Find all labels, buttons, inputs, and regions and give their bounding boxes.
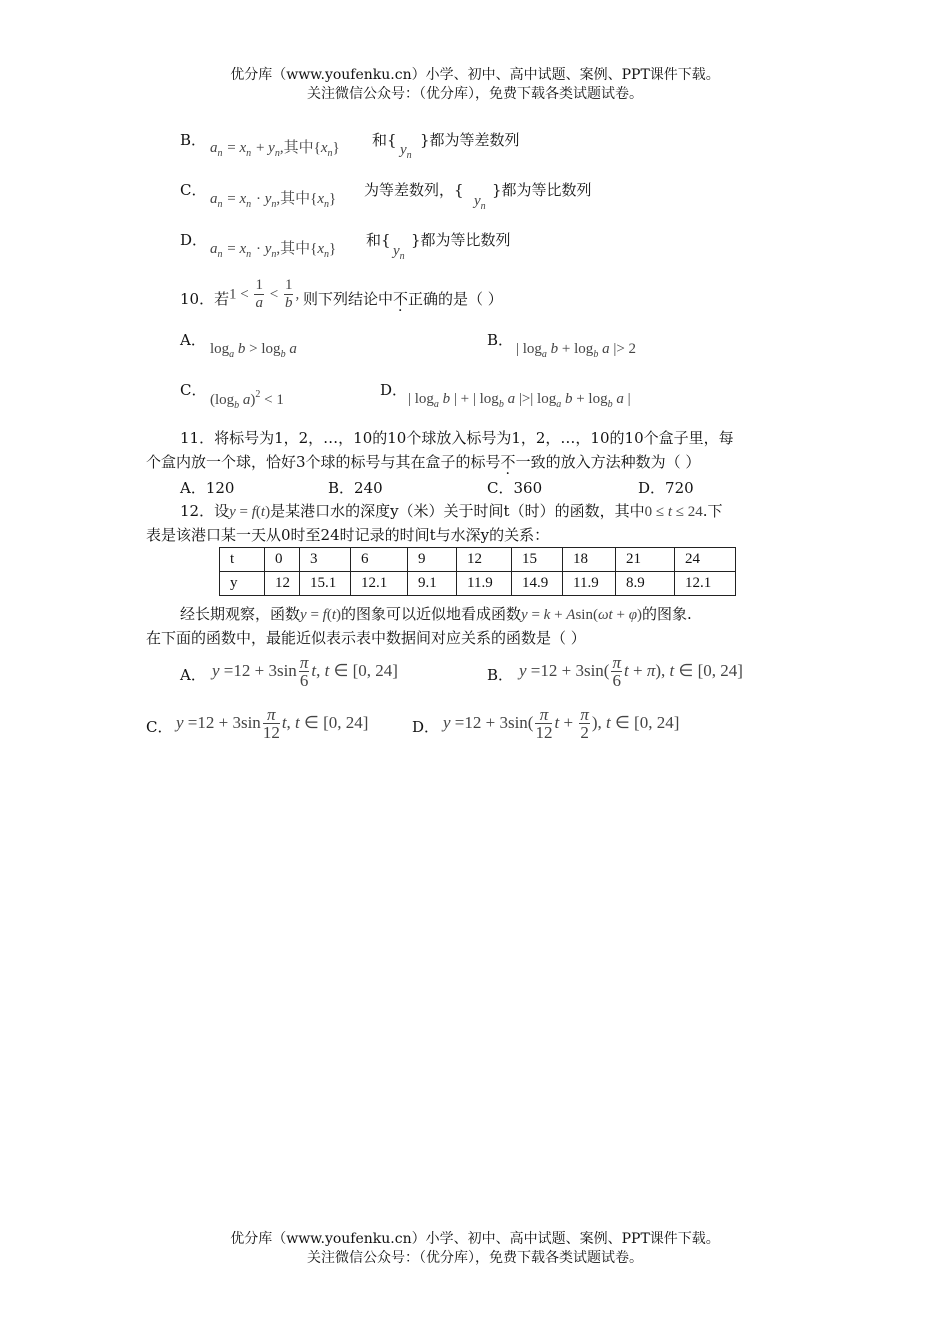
q11-line-2-dotted: 不	[500, 453, 516, 471]
q10-option-c-label: C．	[180, 381, 207, 399]
table-header-t: t	[220, 548, 265, 572]
q12-observation: 经长期观察，函数y = f(t)的图象可以近似地看成函数y = k + Asin(ωt + φ)的图象.	[180, 605, 692, 623]
q11-option-c: C．360	[487, 479, 543, 497]
header-line-2: 关注微信公众号：（优分库），免费下载各类试题试卷。	[307, 86, 643, 102]
q11-option-a: A．120	[180, 479, 235, 497]
table-cell: 12	[265, 572, 300, 596]
q10-stem-b: 正确的是（ ）	[408, 290, 503, 308]
q12-observation-c: 的图象.	[642, 605, 692, 623]
q12-observation-a: 经长期观察，函数	[180, 605, 301, 623]
q10-option-b-label: B．	[487, 331, 514, 349]
q11-line-2-b: 一致的放入方法种数为（ ）	[515, 453, 701, 471]
q10-option-c-formula: ($\log_b$ a)$^2$ < 1	[210, 389, 284, 411]
q9-option-d-yn: $y_n$	[393, 243, 405, 262]
q9-d-mid-text: 其中	[280, 241, 311, 257]
q11-line-1: 11．将标号为1，2，…，10的10个球放入标号为1，2，…，10的10个盒子里，每	[180, 429, 734, 447]
q12-option-a-formula: y =12 + 3sin $\frac{\pi}{6}$ t, t ∈ [0, 24]	[212, 653, 398, 690]
table-cell: 12.1	[351, 572, 408, 596]
q12-line-1-c: .下	[702, 502, 723, 520]
q9-option-b-end: }都为等差数列	[420, 131, 520, 149]
q9-c-mid-text: 其中	[280, 191, 311, 207]
table-cell: 14.9	[512, 572, 563, 596]
q12-option-c-formula: y =12 + 3sin $\frac{\pi}{12}$ t, t ∈ [0, 24]	[176, 705, 369, 742]
q9-option-d-end: }都为等比数列	[411, 231, 511, 249]
q10-prefix: 10．若	[180, 290, 230, 308]
footer-line-2: 关注微信公众号：（优分库），免费下载各类试题试卷。	[307, 1250, 643, 1266]
table-cell: 12.1	[675, 572, 736, 596]
table-cell: 8.9	[616, 572, 675, 596]
q9-option-c-formula: $a_n = x_n \cdot y_n$,其中$\{x_n\}$	[210, 191, 337, 210]
q9-option-c-end: }都为等比数列	[492, 181, 592, 199]
depth-table	[219, 547, 736, 596]
table-row-y	[220, 572, 736, 596]
q11-option-d: D．720	[638, 479, 694, 497]
q10-stem-a: 则下列结论中	[303, 290, 394, 308]
table-cell: 24	[675, 548, 736, 572]
q10-stem-dotted: 不	[393, 290, 409, 308]
table-cell: 11.9	[457, 572, 512, 596]
footer-line-1: 优分库（www.youfenku.cn）小学、初中、高中试题、案例、PPT课件下载。	[230, 1231, 720, 1247]
q11-line-2	[146, 451, 700, 472]
table-cell: 18	[563, 548, 616, 572]
table-cell: 21	[616, 548, 675, 572]
q12-option-c-label: C．	[146, 718, 173, 736]
q9-option-c-suffix: 为等差数列，{	[364, 181, 464, 199]
q9-option-b-formula: $a_n = x_n + y_n$,其中$\{x_n\}$	[210, 140, 340, 159]
q10-option-b-formula: | $\log_a b + \log_b a$ |> 2	[516, 341, 637, 360]
table-cell: 15.1	[300, 572, 351, 596]
q9-option-b-suffix: 和{	[372, 131, 397, 149]
q10-option-d-label: D．	[380, 381, 408, 399]
q12-option-d-formula: y =12 + 3sin( $\frac{\pi}{12}$ t + $\frac{\pi}{2}$ ), t ∈ [0, 24]	[443, 705, 680, 742]
table-cell: 0	[265, 548, 300, 572]
table-header-y: y	[220, 572, 265, 596]
q10-option-a-label: A．	[180, 331, 206, 349]
table-cell: 12	[457, 548, 512, 572]
q9-option-c-yn: $y_n$	[474, 193, 486, 212]
q12-option-b-formula: y =12 + 3sin( $\frac{\pi}{6}$ t + π), t ∈ [0, 24]	[519, 653, 743, 690]
q12-option-a-label: A．	[180, 666, 206, 684]
q10-option-a-formula: $\log_a b > \log_b a$	[210, 341, 297, 360]
q12-line-1-b: 是某港口水的深度y（米）关于时间t（时）的函数，其中	[270, 502, 645, 520]
table-cell: 3	[300, 548, 351, 572]
table-row-t	[220, 548, 736, 572]
q12-option-b-label: B．	[487, 666, 514, 684]
q12-line-1-a: 12．设	[180, 502, 230, 520]
q12-line-2: 表是该港口某一天从0时至24时记录的时间t与水深y的关系：	[146, 526, 550, 544]
q9-option-b-label: B．	[180, 131, 207, 149]
q11-line-2-a: 个盒内放一个球，恰好3个球的标号与其在盒子的标号	[146, 453, 501, 471]
q12-line-4: 在下面的函数中，最能近似表示表中数据间对应关系的函数是（ ）	[146, 629, 586, 647]
q9-option-b-yn: $y_n$	[400, 142, 412, 161]
q10-stem	[303, 288, 503, 309]
q9-b-mid-text: 其中	[283, 140, 314, 156]
q11-option-b: B．240	[328, 479, 383, 497]
q10-option-d-formula: | $\log_a b$ | + | $\log_b a$ |>| $\log_a b + \log_b a$ |	[408, 391, 631, 410]
table-cell: 9.1	[408, 572, 457, 596]
table-cell: 9	[408, 548, 457, 572]
q10-condition: 1 < $\frac{1}{a}$ < $\frac{1}{b}$ ,	[229, 277, 300, 311]
header-line-1: 优分库（www.youfenku.cn）小学、初中、高中试题、案例、PPT课件下载。	[230, 67, 720, 83]
table-cell: 6	[351, 548, 408, 572]
q9-option-d-label: D．	[180, 231, 208, 249]
q9-option-d-suffix: 和{	[366, 231, 391, 249]
table-cell: 15	[512, 548, 563, 572]
q12-option-d-label: D．	[412, 718, 440, 736]
table-cell: 11.9	[563, 572, 616, 596]
q12-line-1: 12．设y = f(t)是某港口水的深度y（米）关于时间t（时）的函数，其中0 ≤ t ≤ 24.下	[180, 502, 723, 520]
q9-option-d-formula: $a_n = x_n \cdot y_n$,其中$\{x_n\}$	[210, 241, 337, 260]
q12-observation-b: 的图象可以近似地看成函数	[341, 605, 522, 623]
q9-option-c-label: C．	[180, 181, 207, 199]
